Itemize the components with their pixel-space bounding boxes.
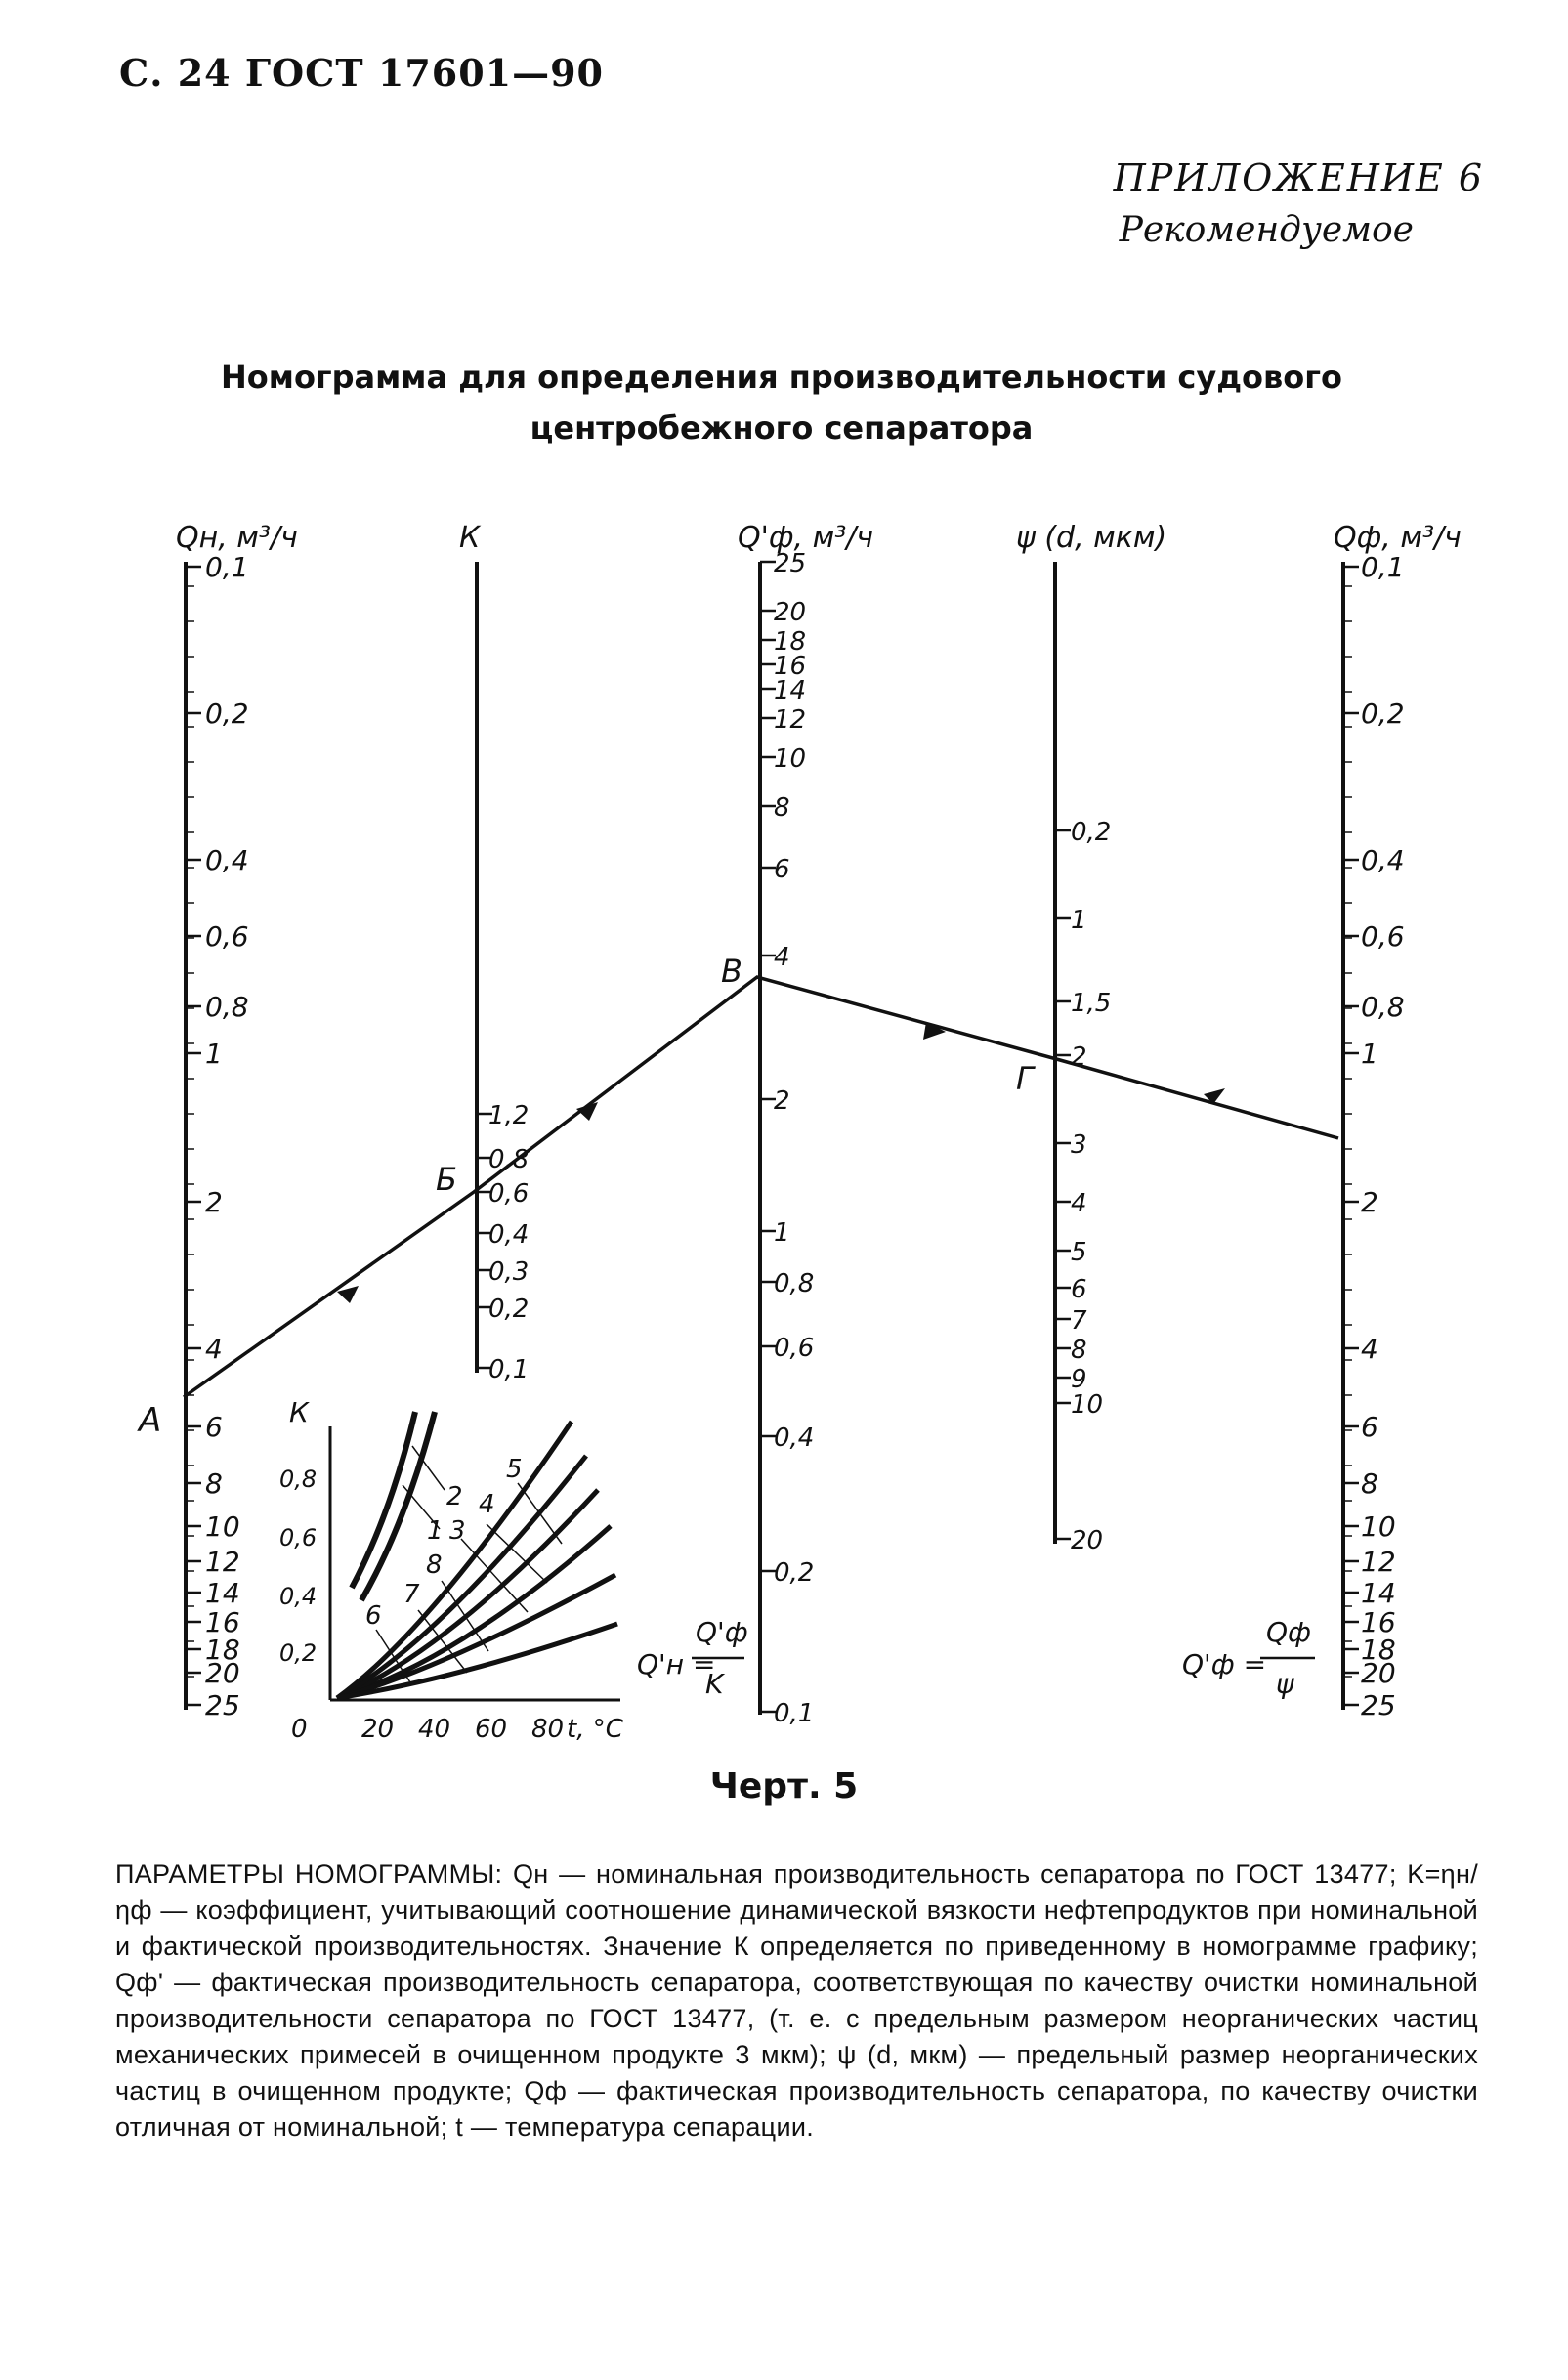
scale-qn-tick-label: 0,6 [205, 920, 249, 953]
formula-qn-prime [637, 1616, 748, 1700]
scale-qf-tick-label: 25 [1361, 1689, 1396, 1721]
scale-qf_prime-tick-label: 0,2 [774, 1558, 815, 1588]
formula-qn-numerator: Q'ф [696, 1616, 748, 1648]
scale-qf-tick-label: 0,8 [1361, 991, 1405, 1023]
nomogram [0, 489, 1568, 1759]
scale-qn-tick-label: 10 [205, 1510, 240, 1543]
scale-psi-tick-label: 2 [1071, 1042, 1087, 1072]
scale-psi-tick-label: 20 [1071, 1526, 1104, 1555]
scale-qf-tick-label: 18 [1361, 1634, 1396, 1666]
formula-qn-denominator: K [705, 1668, 724, 1700]
scale-qf-tick-label: 2 [1361, 1186, 1378, 1218]
figure-title-line-1: Номограмма для определения производительности судового [221, 359, 1342, 396]
scale-qf-tick-label: 6 [1361, 1411, 1378, 1443]
scale-qf-tick-label: 8 [1361, 1467, 1378, 1500]
scale-psi-tick-label: 0,2 [1071, 818, 1112, 847]
scale-qf_prime-tick-label: 0,8 [774, 1269, 815, 1298]
scale-k-tick-label: 0,2 [488, 1295, 530, 1324]
figure-caption: Черт. 5 [709, 1766, 859, 1806]
scale-qn-tick-label: 14 [205, 1577, 240, 1609]
scale-k-header: К [459, 521, 481, 555]
inset-curve-label: 8 [426, 1551, 443, 1580]
scale-qn-tick-label: 12 [205, 1546, 240, 1578]
appendix-status: Рекомендуемое [1119, 210, 1414, 250]
scale-k-tick-label: 1,2 [488, 1101, 530, 1130]
scale-qf-tick-label: 0,2 [1361, 698, 1405, 730]
inset-x-tick: 40 [418, 1715, 451, 1744]
scale-k-tick-label: 0,1 [488, 1355, 530, 1384]
inset-x-label: t, °C [567, 1715, 623, 1744]
inset-x-tick: 80 [531, 1715, 565, 1744]
inset-y-tick: 0,4 [279, 1583, 318, 1610]
scale-qf_prime-tick-label: 6 [774, 855, 790, 884]
scale-qn-tick-label: 2 [205, 1186, 223, 1218]
scale-qf-tick-label: 14 [1361, 1577, 1396, 1609]
formula-qn-lhs: Q'н = [637, 1648, 716, 1680]
scale-qf_prime-tick-label: 8 [774, 793, 790, 823]
page-header: С. 24 ГОСТ 17601—90 [119, 51, 604, 95]
scale-qn-tick-label: 1 [205, 1038, 223, 1070]
scale-psi-header: ψ (d, мкм) [1016, 521, 1167, 555]
scale-qn-tick-label: 25 [205, 1689, 240, 1721]
scale-qf_prime-tick-label: 16 [774, 652, 807, 681]
scale-qn-tick-label: 6 [205, 1411, 223, 1443]
point-g-label: Г [1016, 1060, 1034, 1097]
scale-qf-tick-label: 16 [1361, 1606, 1396, 1638]
inset-y-tick: 0,2 [279, 1639, 318, 1667]
scale-psi-tick-label: 7 [1071, 1306, 1087, 1336]
scale-qf-tick-label: 4 [1361, 1333, 1378, 1365]
scale-qf_prime-header: Q'ф, м³/ч [738, 521, 874, 555]
scale-qf-tick-label: 1 [1361, 1038, 1378, 1070]
scale-qf_prime-tick-label: 10 [774, 744, 807, 774]
inset-x-tick: 20 [361, 1715, 395, 1744]
scale-psi-tick-label: 3 [1071, 1130, 1087, 1160]
scale-psi-tick-label: 8 [1071, 1336, 1087, 1365]
scale-qf-tick-label: 0,1 [1361, 551, 1405, 583]
scale-qn-header: Qн, м³/ч [176, 521, 298, 555]
scale-k-tick-label: 0,3 [488, 1257, 530, 1287]
scale-psi-tick-label: 5 [1071, 1238, 1087, 1267]
scale-qf-tick-label: 0,4 [1361, 844, 1405, 876]
scale-k-tick-label: 0,4 [488, 1220, 530, 1250]
scale-qf_prime-tick-label: 2 [774, 1086, 790, 1116]
scale-psi-tick-label: 9 [1071, 1365, 1087, 1394]
formula-qf-lhs: Q'ф = [1182, 1648, 1267, 1680]
inset-y-tick: 0,6 [279, 1524, 318, 1551]
scale-psi-tick-label: 10 [1071, 1390, 1104, 1420]
scale-qn-tick-label: 16 [205, 1606, 240, 1638]
scale-qn-tick-label: 4 [205, 1333, 223, 1365]
formula-qf-numerator: Qф [1266, 1616, 1311, 1648]
scale-qf-header: Qф, м³/ч [1334, 521, 1462, 555]
scale-qn-tick-label: 0,4 [205, 844, 249, 876]
scale-qf_prime-tick-label: 18 [774, 627, 807, 657]
formula-qf-prime [1182, 1616, 1315, 1700]
scale-qf-tick-label: 0,6 [1361, 920, 1405, 953]
scale-qf-tick-label: 10 [1361, 1510, 1396, 1543]
inset-x-tick: 60 [475, 1715, 508, 1744]
scale-qf_prime-tick-label: 20 [774, 598, 807, 627]
scale-qf_prime-tick-label: 0,4 [774, 1424, 815, 1453]
appendix-label: ПРИЛОЖЕНИЕ 6 [1113, 156, 1484, 199]
inset-k-graph [279, 1396, 624, 1744]
scale-qf_prime-tick-label: 0,6 [774, 1334, 815, 1363]
scale-psi-tick-label: 1,5 [1071, 989, 1112, 1018]
formula-qf-denominator: ψ [1276, 1668, 1294, 1700]
point-v-label: В [721, 953, 742, 990]
scale-psi-tick-label: 4 [1071, 1189, 1087, 1218]
scale-qf_prime-tick-label: 12 [774, 705, 807, 735]
scale-qf-tick-label: 20 [1361, 1657, 1396, 1689]
scale-qf_prime-tick-label: 4 [774, 943, 790, 972]
inset-curve-label: 1 [427, 1516, 444, 1546]
scale-qn-tick-label: 0,1 [205, 551, 249, 583]
inset-y-tick: 0,8 [279, 1466, 318, 1493]
inset-y-label: К [289, 1396, 309, 1428]
nomogram-axes [186, 562, 1359, 1715]
figure-title-line-2: центробежного сепаратора [530, 409, 1034, 446]
inset-curve-2 [361, 1412, 435, 1600]
parameters-text: ПАРАМЕТРЫ НОМОГРАММЫ: Qн — номинальная производительность сепаратора по ГОСТ 13477; K=ηн/ηф — коэффициент, учитывающий соотношение динамической вязкости нефтепродуктов при номинальной и фактической производительностях. Значение К определяется по приведенному в номограмме графику; Qф' — фактическая производительность сепаратора, соответствующая по качеству очистки номинальной производительности сепаратора по ГОСТ 13477, (т. е. с предельным размером неорганических частиц механических примесей в очищенном продукте 3 мкм); ψ (d, мкм) — предельный размер неорганических частиц в очищенном продукте; Qф — фактическая производительность сепаратора, по качеству очистки отличная от номинальной; t — температура сепарации. [115, 1859, 1478, 2142]
scale-k-tick-label: 0,8 [488, 1145, 530, 1174]
inset-curve-label: 6 [365, 1601, 382, 1631]
scale-qf-tick-label: 12 [1361, 1546, 1396, 1578]
scale-qn-tick-label: 0,8 [205, 991, 249, 1023]
figure-title [195, 352, 1368, 453]
scale-qn-tick-label: 8 [205, 1467, 223, 1500]
scale-psi-tick-label: 6 [1071, 1275, 1087, 1304]
point-a-label: А [139, 1401, 162, 1440]
inset-curve-label: 4 [479, 1490, 495, 1519]
scale-k-tick-label: 0,6 [488, 1179, 530, 1209]
inset-curve-label: 5 [506, 1455, 523, 1484]
scale-qf_prime-tick-label: 0,1 [774, 1699, 815, 1728]
scale-qn-tick-label: 20 [205, 1657, 240, 1689]
point-b-label: Б [436, 1161, 457, 1198]
inset-curve-label: 3 [449, 1516, 466, 1546]
scale-psi-tick-label: 1 [1071, 906, 1087, 935]
inset-curve-label: 2 [446, 1482, 463, 1511]
scale-qn-tick-label: 0,2 [205, 698, 249, 730]
scale-qf_prime-tick-label: 14 [774, 676, 807, 705]
scale-qf_prime-tick-label: 1 [774, 1218, 790, 1248]
scale-qn-tick-label: 18 [205, 1634, 240, 1666]
inset-curve-label: 7 [403, 1580, 420, 1609]
scale-qf_prime-tick-label: 25 [774, 549, 807, 578]
inset-origin: 0 [291, 1715, 308, 1744]
